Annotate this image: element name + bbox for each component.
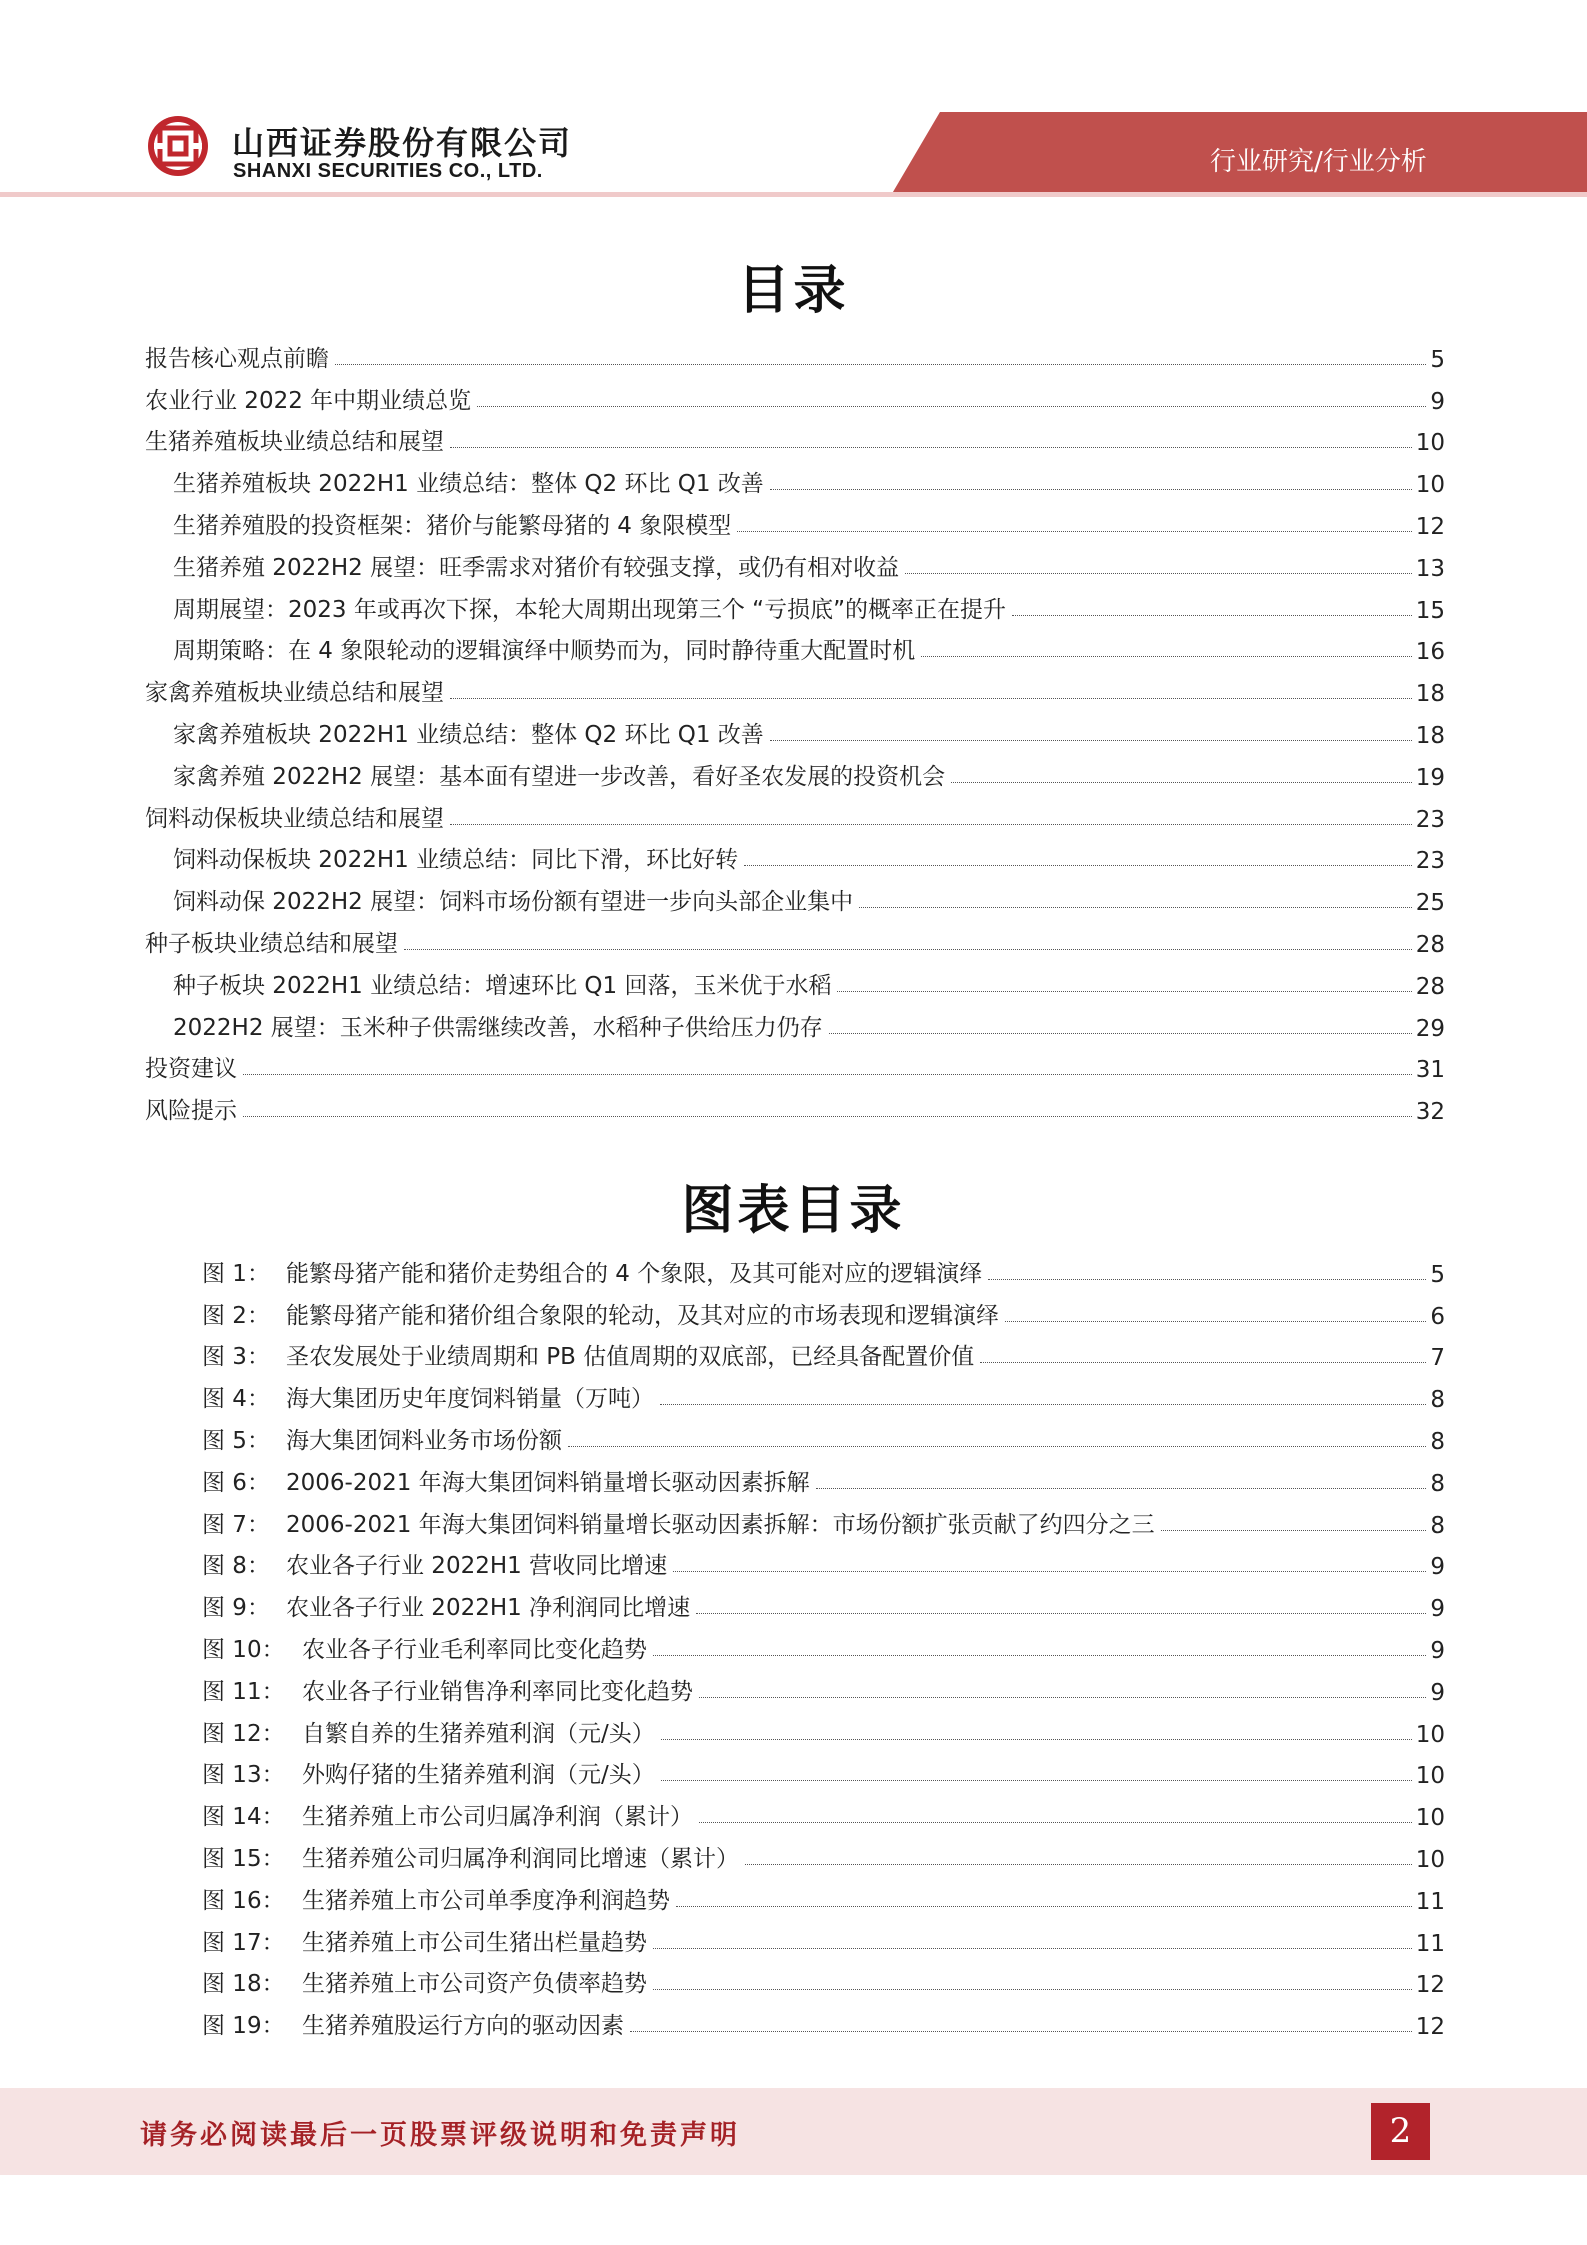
figure-entry[interactable] <box>145 1873 1445 1915</box>
figure-caption: 生猪养殖上市公司单季度净利润趋势 <box>302 1887 670 1914</box>
figure-entry-label[interactable] <box>202 1715 655 1748</box>
figure-number: 图 3： <box>202 1344 270 1371</box>
toc-entry-page: 16 <box>1415 639 1445 666</box>
figure-number: 图 2： <box>202 1302 270 1329</box>
toc-entry[interactable] <box>145 791 1445 833</box>
disclaimer-notice[interactable]: 请务必阅读最后一页股票评级说明和免责声明 <box>140 2120 740 2151</box>
figure-entry[interactable] <box>145 1706 1445 1748</box>
figure-entry-label[interactable] <box>202 1924 647 1957</box>
toc-entry[interactable] <box>145 624 1445 666</box>
figure-entry-page: 7 <box>1430 1345 1445 1372</box>
dot-leader <box>630 2031 1412 2032</box>
figure-entry-page: 11 <box>1415 1930 1445 1957</box>
dot-leader <box>699 1697 1426 1698</box>
dot-leader <box>653 1948 1412 1949</box>
figure-caption: 能繁母猪产能和猪价走势组合的 4 个象限，及其可能对应的逻辑演绎 <box>286 1260 983 1287</box>
toc-entry-label[interactable]: 生猪养殖 2022H2 展望：旺季需求对猪价有较强支撑，或仍有相对收益 <box>173 554 900 581</box>
dot-leader <box>988 1279 1426 1280</box>
figure-entry-page: 12 <box>1415 1972 1445 1999</box>
toc-entry-page: 15 <box>1415 597 1445 624</box>
dot-leader <box>1161 1530 1427 1531</box>
figure-number: 图 15： <box>202 1845 285 1872</box>
figure-caption: 生猪养殖股运行方向的驱动因素 <box>302 2013 624 2040</box>
toc-entry[interactable] <box>145 833 1445 875</box>
dot-leader <box>477 406 1426 407</box>
toc-entry[interactable] <box>145 707 1445 749</box>
page-number: 2 <box>1371 2103 1430 2160</box>
toc-entry-page: 10 <box>1415 430 1445 457</box>
figure-entry-label[interactable] <box>202 1840 739 1873</box>
toc-entry-label[interactable]: 家禽养殖板块 2022H1 业绩总结：整体 Q2 环比 Q1 改善 <box>173 721 764 748</box>
dot-leader <box>568 1446 1426 1447</box>
dot-leader <box>653 1655 1426 1656</box>
figure-caption: 2006-2021 年海大集团饲料销量增长驱动因素拆解 <box>286 1469 810 1496</box>
dot-leader <box>770 489 1412 490</box>
toc-entry-label[interactable]: 周期展望：2023 年或再次下探，本轮大周期出现第三个 “亏损底”的概率正在提升 <box>173 596 1006 623</box>
figure-entry[interactable] <box>145 1371 1445 1413</box>
figure-caption: 生猪养殖上市公司资产负债率趋势 <box>302 1971 647 1998</box>
toc-entry-page: 13 <box>1415 555 1445 582</box>
figure-entry-label[interactable] <box>202 1589 690 1622</box>
toc-entry[interactable] <box>145 665 1445 707</box>
figure-caption: 农业各子行业销售净利率同比变化趋势 <box>302 1678 693 1705</box>
toc-entry-page: 32 <box>1415 1099 1445 1126</box>
dot-leader <box>980 1362 1426 1363</box>
page-footer <box>0 2088 1587 2175</box>
toc-entry[interactable] <box>145 1042 1445 1084</box>
figure-entry-label[interactable] <box>202 1798 693 1831</box>
figure-entry[interactable] <box>145 1664 1445 1706</box>
figure-entry[interactable] <box>145 1497 1445 1539</box>
figure-entry[interactable] <box>145 1998 1445 2040</box>
dot-leader <box>859 907 1412 908</box>
figure-caption: 2006-2021 年海大集团饲料销量增长驱动因素拆解：市场份额扩张贡献了约四分之三 <box>286 1511 1155 1538</box>
company-name-cn: 山西证券股份有限公司 <box>232 124 573 162</box>
toc-list <box>145 331 1445 1125</box>
figure-number: 图 16： <box>202 1887 285 1914</box>
dot-leader <box>921 656 1411 657</box>
toc-entry-page: 23 <box>1415 848 1445 875</box>
dot-leader <box>661 1780 1412 1781</box>
figure-number: 图 7： <box>202 1511 270 1538</box>
toc-entry-page: 5 <box>1430 346 1445 373</box>
toc-entry-label[interactable]: 农业行业 2022 年中期业绩总览 <box>145 387 472 414</box>
figure-entry[interactable] <box>145 1915 1445 1957</box>
figure-entry[interactable] <box>145 1413 1445 1455</box>
dot-leader <box>243 1074 1412 1075</box>
toc-entry-label[interactable]: 2022H2 展望：玉米种子供需继续改善，水稻种子供给压力仍存 <box>173 1014 823 1041</box>
toc-entry[interactable] <box>145 540 1445 582</box>
figure-entry-label[interactable] <box>202 1422 562 1455</box>
figure-number: 图 6： <box>202 1469 270 1496</box>
figure-entry-label[interactable] <box>202 1547 667 1580</box>
figure-entry-label[interactable] <box>202 1464 810 1497</box>
dot-leader <box>676 1906 1412 1907</box>
toc-entry-label[interactable]: 周期策略：在 4 象限轮动的逻辑演绎中顺势而为，同时静待重大配置时机 <box>173 638 916 665</box>
toc-entry[interactable] <box>145 1000 1445 1042</box>
figure-entry-label[interactable] <box>202 1631 647 1664</box>
figure-number: 图 8： <box>202 1553 270 1580</box>
dot-leader <box>951 782 1412 783</box>
toc-entry-page: 18 <box>1415 722 1445 749</box>
toc-entry-label[interactable]: 种子板块业绩总结和展望 <box>145 930 398 957</box>
toc-entry-page: 19 <box>1415 764 1445 791</box>
figure-number: 图 12： <box>202 1720 285 1747</box>
figure-caption: 农业各子行业毛利率同比变化趋势 <box>302 1636 647 1663</box>
dot-leader <box>653 1989 1412 1990</box>
toc-entry-label[interactable]: 种子板块 2022H1 业绩总结：增速环比 Q1 回落，玉米优于水稻 <box>173 972 832 999</box>
figure-entry[interactable] <box>145 1789 1445 1831</box>
figure-entry-label[interactable] <box>202 1380 654 1413</box>
figure-entry-page: 6 <box>1430 1303 1445 1330</box>
figure-entry[interactable] <box>145 1330 1445 1372</box>
figure-number: 图 10： <box>202 1636 285 1663</box>
toc-entry-label[interactable]: 风险提示 <box>145 1098 237 1125</box>
toc-entry-label[interactable]: 报告核心观点前瞻 <box>145 345 329 372</box>
figure-number: 图 13： <box>202 1762 285 1789</box>
figure-entry-page: 9 <box>1430 1679 1445 1706</box>
figure-number: 图 5： <box>202 1427 270 1454</box>
figure-caption: 自繁自养的生猪养殖利润（元/头） <box>302 1720 655 1747</box>
toc-entry-page: 23 <box>1415 806 1445 833</box>
toc-entry-label[interactable]: 生猪养殖板块 2022H1 业绩总结：整体 Q2 环比 Q1 改善 <box>173 471 764 498</box>
toc-entry-page: 18 <box>1415 681 1445 708</box>
figure-caption: 海大集团饲料业务市场份额 <box>286 1427 562 1454</box>
toc-entry-page: 10 <box>1415 472 1445 499</box>
toc-entry[interactable] <box>145 749 1445 791</box>
toc-entry[interactable] <box>145 456 1445 498</box>
toc-entry-label[interactable]: 家禽养殖板块业绩总结和展望 <box>145 680 444 707</box>
figure-entry-page: 9 <box>1430 1637 1445 1664</box>
figure-entry-label[interactable] <box>202 1338 974 1371</box>
figure-number: 图 14： <box>202 1804 285 1831</box>
dot-leader <box>243 1116 1412 1117</box>
figure-entry-page: 9 <box>1430 1554 1445 1581</box>
figure-caption: 圣农发展处于业绩周期和 PB 估值周期的双底部，已经具备配置价值 <box>286 1344 975 1371</box>
figure-entry[interactable] <box>145 1455 1445 1497</box>
figure-entry[interactable] <box>145 1246 1445 1288</box>
figure-caption: 生猪养殖上市公司归属净利润（累计） <box>302 1804 693 1831</box>
toc-entry-page: 28 <box>1415 973 1445 1000</box>
toc-entry-label[interactable]: 生猪养殖板块业绩总结和展望 <box>145 429 444 456</box>
figure-entry-page: 8 <box>1430 1470 1445 1497</box>
dot-leader <box>673 1571 1426 1572</box>
figure-entry-label[interactable] <box>202 1756 655 1789</box>
figure-number: 图 1： <box>202 1260 270 1287</box>
figure-number: 图 19： <box>202 2013 285 2040</box>
company-name-en: SHANXI SECURITIES CO., LTD. <box>233 160 543 182</box>
figure-caption: 生猪养殖公司归属净利润同比增速（累计） <box>302 1845 739 1872</box>
toc-entry[interactable] <box>145 582 1445 624</box>
figure-entry-page: 12 <box>1415 2014 1445 2041</box>
figure-entry[interactable] <box>145 1748 1445 1790</box>
toc-entry-page: 29 <box>1415 1015 1445 1042</box>
toc-entry[interactable] <box>145 958 1445 1000</box>
figure-entry-page: 9 <box>1430 1596 1445 1623</box>
toc-entry[interactable] <box>145 373 1445 415</box>
dot-leader <box>450 698 1412 699</box>
figure-number: 图 18： <box>202 1971 285 1998</box>
dot-leader <box>696 1613 1426 1614</box>
toc-entry[interactable] <box>145 916 1445 958</box>
figure-entry-label[interactable] <box>202 1506 1155 1539</box>
toc-entry[interactable] <box>145 498 1445 540</box>
dot-leader <box>1005 1321 1426 1322</box>
figure-number: 图 4： <box>202 1386 270 1413</box>
toc-entry-label[interactable]: 生猪养殖股的投资框架：猪价与能繁母猪的 4 象限模型 <box>173 512 732 539</box>
dot-leader <box>837 991 1411 992</box>
figure-entry[interactable] <box>145 1580 1445 1622</box>
figure-entry-label[interactable] <box>202 1965 647 1998</box>
figure-entry-page: 10 <box>1415 1846 1445 1873</box>
dot-leader <box>829 1033 1412 1034</box>
toc-entry[interactable] <box>145 874 1445 916</box>
figure-entry-label[interactable] <box>202 2007 624 2040</box>
toc-entry[interactable] <box>145 331 1445 373</box>
toc-entry[interactable] <box>145 415 1445 457</box>
figure-caption: 海大集团历史年度饲料销量（万吨） <box>286 1386 654 1413</box>
figure-number: 图 9： <box>202 1595 270 1622</box>
figure-entry-page: 8 <box>1430 1512 1445 1539</box>
figure-number: 图 11： <box>202 1678 285 1705</box>
figure-entry-page: 10 <box>1415 1805 1445 1832</box>
toc-entry-page: 25 <box>1415 890 1445 917</box>
figure-caption: 农业各子行业 2022H1 净利润同比增速 <box>286 1595 691 1622</box>
figure-entry-label[interactable] <box>202 1297 999 1330</box>
figure-entry[interactable] <box>145 1622 1445 1664</box>
page-header <box>0 0 1587 210</box>
figure-caption: 能繁母猪产能和猪价组合象限的轮动，及其对应的市场表现和逻辑演绎 <box>286 1302 999 1329</box>
toc-entry-label[interactable]: 饲料动保板块 2022H1 业绩总结：同比下滑，环比好转 <box>173 847 739 874</box>
dot-leader <box>745 1864 1412 1865</box>
figure-entry[interactable] <box>145 1957 1445 1999</box>
figure-caption: 农业各子行业 2022H1 营收同比增速 <box>286 1553 668 1580</box>
figure-entry[interactable] <box>145 1539 1445 1581</box>
toc-entry-page: 12 <box>1415 513 1445 540</box>
figure-entry[interactable] <box>145 1288 1445 1330</box>
dot-leader <box>450 447 1412 448</box>
figure-number: 图 17： <box>202 1929 285 1956</box>
figure-entry-page: 11 <box>1415 1888 1445 1915</box>
figure-entry-label[interactable] <box>202 1673 693 1706</box>
dot-leader <box>1012 615 1412 616</box>
dot-leader <box>744 865 1412 866</box>
figure-entry-page: 8 <box>1430 1428 1445 1455</box>
dot-leader <box>450 824 1412 825</box>
dot-leader <box>660 1404 1426 1405</box>
report-type-tag: 行业研究/行业分析 <box>1210 147 1427 177</box>
toc-entry-label[interactable]: 家禽养殖 2022H2 展望：基本面有望进一步改善，看好圣农发展的投资机会 <box>173 763 946 790</box>
figure-entry-label[interactable] <box>202 1255 982 1288</box>
figure-caption: 外购仔猪的生猪养殖利润（元/头） <box>302 1762 655 1789</box>
toc-entry-page: 9 <box>1430 388 1445 415</box>
toc-entry-page: 31 <box>1415 1057 1445 1084</box>
dot-leader <box>335 364 1426 365</box>
dot-leader <box>905 573 1412 574</box>
figure-entry-label[interactable] <box>202 1882 670 1915</box>
toc-entry-page: 28 <box>1415 931 1445 958</box>
dot-leader <box>699 1822 1412 1823</box>
figure-entry-page: 5 <box>1430 1261 1445 1288</box>
figure-entry-page: 10 <box>1415 1763 1445 1790</box>
toc-entry[interactable] <box>145 1083 1445 1125</box>
dot-leader <box>404 949 1412 950</box>
toc-entry-label[interactable]: 饲料动保板块业绩总结和展望 <box>145 805 444 832</box>
toc-entry-label[interactable]: 饲料动保 2022H2 展望：饲料市场份额有望进一步向头部企业集中 <box>173 889 854 916</box>
figure-entry[interactable] <box>145 1831 1445 1873</box>
dot-leader <box>737 531 1411 532</box>
dot-leader <box>661 1739 1412 1740</box>
figure-list <box>145 1246 1445 2040</box>
toc-title: 目录 <box>737 260 850 321</box>
toc-entry-label[interactable]: 投资建议 <box>145 1056 237 1083</box>
figure-list-title: 图表目录 <box>681 1180 906 1241</box>
figure-entry-page: 10 <box>1415 1721 1445 1748</box>
dot-leader <box>770 740 1412 741</box>
figure-entry-page: 8 <box>1430 1387 1445 1414</box>
figure-caption: 生猪养殖上市公司生猪出栏量趋势 <box>302 1929 647 1956</box>
dot-leader <box>816 1488 1427 1489</box>
